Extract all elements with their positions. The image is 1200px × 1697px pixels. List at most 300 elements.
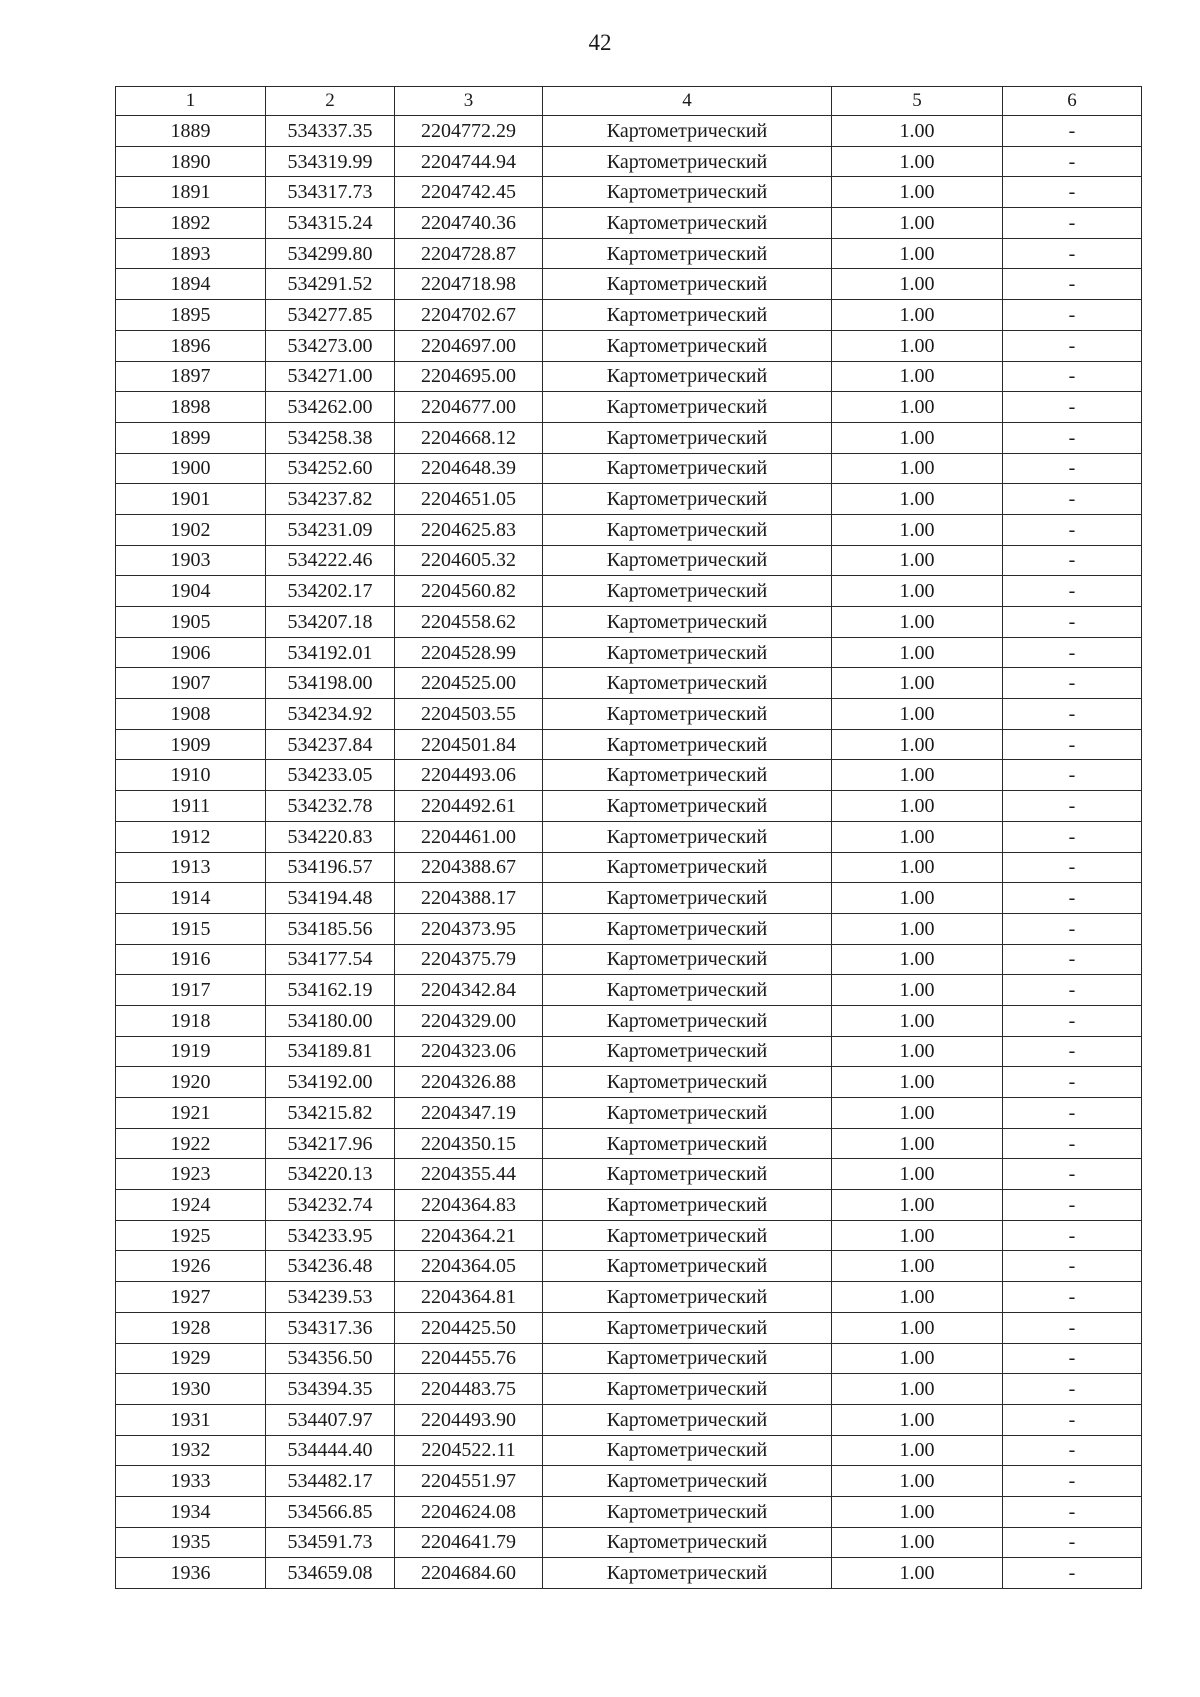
accuracy-cell: 1.00 [832, 1067, 1003, 1098]
point-number-cell: 1910 [116, 760, 266, 791]
x-coordinate-cell: 534196.57 [266, 852, 395, 883]
y-coordinate-cell: 2204625.83 [395, 514, 543, 545]
point-number-cell: 1930 [116, 1374, 266, 1405]
point-number-cell: 1929 [116, 1343, 266, 1374]
y-coordinate-cell: 2204493.90 [395, 1404, 543, 1435]
table-row [116, 883, 1142, 914]
description-cell: - [1003, 269, 1142, 300]
y-coordinate-cell: 2204342.84 [395, 975, 543, 1006]
description-cell: - [1003, 422, 1142, 453]
column-header: 4 [543, 87, 832, 116]
point-number-cell: 1914 [116, 883, 266, 914]
table-row [116, 729, 1142, 760]
y-coordinate-cell: 2204355.44 [395, 1159, 543, 1190]
table-row [116, 238, 1142, 269]
point-number-cell: 1891 [116, 177, 266, 208]
table-row [116, 607, 1142, 638]
table-row [116, 944, 1142, 975]
x-coordinate-cell: 534162.19 [266, 975, 395, 1006]
y-coordinate-cell: 2204528.99 [395, 637, 543, 668]
x-coordinate-cell: 534232.74 [266, 1190, 395, 1221]
point-number-cell: 1913 [116, 852, 266, 883]
accuracy-cell: 1.00 [832, 116, 1003, 147]
point-number-cell: 1922 [116, 1128, 266, 1159]
y-coordinate-cell: 2204605.32 [395, 545, 543, 576]
method-cell: Картометрический [543, 1098, 832, 1129]
accuracy-cell: 1.00 [832, 821, 1003, 852]
table-row [116, 1404, 1142, 1435]
x-coordinate-cell: 534198.00 [266, 668, 395, 699]
x-coordinate-cell: 534591.73 [266, 1527, 395, 1558]
point-number-cell: 1904 [116, 576, 266, 607]
description-cell: - [1003, 699, 1142, 730]
method-cell: Картометрический [543, 1466, 832, 1497]
accuracy-cell: 1.00 [832, 913, 1003, 944]
method-cell: Картометрический [543, 1435, 832, 1466]
accuracy-cell: 1.00 [832, 1404, 1003, 1435]
accuracy-cell: 1.00 [832, 1466, 1003, 1497]
x-coordinate-cell: 534482.17 [266, 1466, 395, 1497]
method-cell: Картометрический [543, 116, 832, 147]
y-coordinate-cell: 2204388.17 [395, 883, 543, 914]
description-cell: - [1003, 975, 1142, 1006]
description-cell: - [1003, 729, 1142, 760]
point-number-cell: 1901 [116, 484, 266, 515]
method-cell: Картометрический [543, 238, 832, 269]
point-number-cell: 1931 [116, 1404, 266, 1435]
accuracy-cell: 1.00 [832, 1220, 1003, 1251]
table-row [116, 453, 1142, 484]
accuracy-cell: 1.00 [832, 1558, 1003, 1589]
description-cell: - [1003, 760, 1142, 791]
y-coordinate-cell: 2204364.83 [395, 1190, 543, 1221]
method-cell: Картометрический [543, 852, 832, 883]
y-coordinate-cell: 2204350.15 [395, 1128, 543, 1159]
y-coordinate-cell: 2204425.50 [395, 1312, 543, 1343]
description-cell: - [1003, 791, 1142, 822]
description-cell: - [1003, 453, 1142, 484]
accuracy-cell: 1.00 [832, 1190, 1003, 1221]
point-number-cell: 1906 [116, 637, 266, 668]
method-cell: Картометрический [543, 1404, 832, 1435]
table-row [116, 146, 1142, 177]
point-number-cell: 1925 [116, 1220, 266, 1251]
description-cell: - [1003, 545, 1142, 576]
description-cell: - [1003, 1435, 1142, 1466]
point-number-cell: 1911 [116, 791, 266, 822]
x-coordinate-cell: 534407.97 [266, 1404, 395, 1435]
y-coordinate-cell: 2204326.88 [395, 1067, 543, 1098]
y-coordinate-cell: 2204742.45 [395, 177, 543, 208]
method-cell: Картометрический [543, 514, 832, 545]
y-coordinate-cell: 2204558.62 [395, 607, 543, 638]
y-coordinate-cell: 2204503.55 [395, 699, 543, 730]
description-cell: - [1003, 607, 1142, 638]
accuracy-cell: 1.00 [832, 1159, 1003, 1190]
description-cell: - [1003, 1067, 1142, 1098]
point-number-cell: 1932 [116, 1435, 266, 1466]
description-cell: - [1003, 146, 1142, 177]
y-coordinate-cell: 2204492.61 [395, 791, 543, 822]
column-header: 5 [832, 87, 1003, 116]
point-number-cell: 1897 [116, 361, 266, 392]
description-cell: - [1003, 1251, 1142, 1282]
accuracy-cell: 1.00 [832, 330, 1003, 361]
x-coordinate-cell: 534277.85 [266, 300, 395, 331]
table-row [116, 1220, 1142, 1251]
point-number-cell: 1903 [116, 545, 266, 576]
point-number-cell: 1928 [116, 1312, 266, 1343]
point-number-cell: 1912 [116, 821, 266, 852]
table-row [116, 913, 1142, 944]
table-row [116, 1282, 1142, 1313]
point-number-cell: 1890 [116, 146, 266, 177]
table-header-row [116, 87, 1142, 116]
method-cell: Картометрический [543, 269, 832, 300]
accuracy-cell: 1.00 [832, 668, 1003, 699]
method-cell: Картометрический [543, 1190, 832, 1221]
description-cell: - [1003, 1220, 1142, 1251]
x-coordinate-cell: 534659.08 [266, 1558, 395, 1589]
description-cell: - [1003, 1128, 1142, 1159]
point-number-cell: 1935 [116, 1527, 266, 1558]
point-number-cell: 1892 [116, 208, 266, 239]
y-coordinate-cell: 2204740.36 [395, 208, 543, 239]
description-cell: - [1003, 300, 1142, 331]
description-cell: - [1003, 944, 1142, 975]
method-cell: Картометрический [543, 1527, 832, 1558]
accuracy-cell: 1.00 [832, 1005, 1003, 1036]
method-cell: Картометрический [543, 760, 832, 791]
method-cell: Картометрический [543, 422, 832, 453]
accuracy-cell: 1.00 [832, 637, 1003, 668]
page-number: 42 [588, 30, 612, 55]
accuracy-cell: 1.00 [832, 300, 1003, 331]
method-cell: Картометрический [543, 883, 832, 914]
description-cell: - [1003, 514, 1142, 545]
description-cell: - [1003, 883, 1142, 914]
accuracy-cell: 1.00 [832, 1527, 1003, 1558]
accuracy-cell: 1.00 [832, 699, 1003, 730]
point-number-cell: 1898 [116, 392, 266, 423]
description-cell: - [1003, 668, 1142, 699]
accuracy-cell: 1.00 [832, 146, 1003, 177]
x-coordinate-cell: 534258.38 [266, 422, 395, 453]
method-cell: Картометрический [543, 729, 832, 760]
description-cell: - [1003, 1282, 1142, 1313]
point-number-cell: 1934 [116, 1496, 266, 1527]
method-cell: Картометрический [543, 1036, 832, 1067]
y-coordinate-cell: 2204744.94 [395, 146, 543, 177]
method-cell: Картометрический [543, 1067, 832, 1098]
accuracy-cell: 1.00 [832, 1282, 1003, 1313]
x-coordinate-cell: 534299.80 [266, 238, 395, 269]
point-number-cell: 1918 [116, 1005, 266, 1036]
point-number-cell: 1902 [116, 514, 266, 545]
method-cell: Картометрический [543, 576, 832, 607]
y-coordinate-cell: 2204695.00 [395, 361, 543, 392]
method-cell: Картометрический [543, 545, 832, 576]
accuracy-cell: 1.00 [832, 238, 1003, 269]
y-coordinate-cell: 2204522.11 [395, 1435, 543, 1466]
accuracy-cell: 1.00 [832, 791, 1003, 822]
accuracy-cell: 1.00 [832, 392, 1003, 423]
table-row [116, 177, 1142, 208]
description-cell: - [1003, 1404, 1142, 1435]
x-coordinate-cell: 534239.53 [266, 1282, 395, 1313]
table-row [116, 1558, 1142, 1589]
accuracy-cell: 1.00 [832, 1036, 1003, 1067]
method-cell: Картометрический [543, 944, 832, 975]
method-cell: Картометрический [543, 699, 832, 730]
accuracy-cell: 1.00 [832, 944, 1003, 975]
accuracy-cell: 1.00 [832, 1374, 1003, 1405]
table-row [116, 852, 1142, 883]
point-number-cell: 1921 [116, 1098, 266, 1129]
y-coordinate-cell: 2204493.06 [395, 760, 543, 791]
point-number-cell: 1896 [116, 330, 266, 361]
table-row [116, 1159, 1142, 1190]
x-coordinate-cell: 534252.60 [266, 453, 395, 484]
table-row [116, 208, 1142, 239]
x-coordinate-cell: 534319.99 [266, 146, 395, 177]
x-coordinate-cell: 534192.00 [266, 1067, 395, 1098]
y-coordinate-cell: 2204323.06 [395, 1036, 543, 1067]
table-row [116, 1190, 1142, 1221]
description-cell: - [1003, 1005, 1142, 1036]
accuracy-cell: 1.00 [832, 1251, 1003, 1282]
table-row [116, 1098, 1142, 1129]
table-row [116, 269, 1142, 300]
y-coordinate-cell: 2204375.79 [395, 944, 543, 975]
description-cell: - [1003, 116, 1142, 147]
method-cell: Картометрический [543, 791, 832, 822]
description-cell: - [1003, 1527, 1142, 1558]
table-row [116, 975, 1142, 1006]
table-body [116, 116, 1142, 1589]
point-number-cell: 1899 [116, 422, 266, 453]
accuracy-cell: 1.00 [832, 883, 1003, 914]
x-coordinate-cell: 534317.73 [266, 177, 395, 208]
y-coordinate-cell: 2204684.60 [395, 1558, 543, 1589]
y-coordinate-cell: 2204551.97 [395, 1466, 543, 1497]
x-coordinate-cell: 534566.85 [266, 1496, 395, 1527]
x-coordinate-cell: 534356.50 [266, 1343, 395, 1374]
y-coordinate-cell: 2204668.12 [395, 422, 543, 453]
accuracy-cell: 1.00 [832, 852, 1003, 883]
column-header: 6 [1003, 87, 1142, 116]
table-row [116, 1251, 1142, 1282]
coordinates-table [115, 86, 1142, 1589]
accuracy-cell: 1.00 [832, 422, 1003, 453]
y-coordinate-cell: 2204560.82 [395, 576, 543, 607]
y-coordinate-cell: 2204347.19 [395, 1098, 543, 1129]
point-number-cell: 1895 [116, 300, 266, 331]
table-row [116, 1343, 1142, 1374]
table-row [116, 330, 1142, 361]
accuracy-cell: 1.00 [832, 1496, 1003, 1527]
table-row [116, 484, 1142, 515]
method-cell: Картометрический [543, 1251, 832, 1282]
method-cell: Картометрический [543, 637, 832, 668]
description-cell: - [1003, 852, 1142, 883]
point-number-cell: 1917 [116, 975, 266, 1006]
method-cell: Картометрический [543, 484, 832, 515]
point-number-cell: 1919 [116, 1036, 266, 1067]
accuracy-cell: 1.00 [832, 729, 1003, 760]
accuracy-cell: 1.00 [832, 208, 1003, 239]
x-coordinate-cell: 534232.78 [266, 791, 395, 822]
table-row [116, 514, 1142, 545]
point-number-cell: 1916 [116, 944, 266, 975]
method-cell: Картометрический [543, 361, 832, 392]
x-coordinate-cell: 534220.83 [266, 821, 395, 852]
accuracy-cell: 1.00 [832, 1312, 1003, 1343]
y-coordinate-cell: 2204388.67 [395, 852, 543, 883]
method-cell: Картометрический [543, 607, 832, 638]
description-cell: - [1003, 392, 1142, 423]
table-row [116, 1005, 1142, 1036]
description-cell: - [1003, 1312, 1142, 1343]
x-coordinate-cell: 534315.24 [266, 208, 395, 239]
accuracy-cell: 1.00 [832, 361, 1003, 392]
y-coordinate-cell: 2204651.05 [395, 484, 543, 515]
x-coordinate-cell: 534192.01 [266, 637, 395, 668]
y-coordinate-cell: 2204718.98 [395, 269, 543, 300]
x-coordinate-cell: 534291.52 [266, 269, 395, 300]
description-cell: - [1003, 821, 1142, 852]
y-coordinate-cell: 2204624.08 [395, 1496, 543, 1527]
point-number-cell: 1908 [116, 699, 266, 730]
table-row [116, 116, 1142, 147]
description-cell: - [1003, 1036, 1142, 1067]
x-coordinate-cell: 534444.40 [266, 1435, 395, 1466]
description-cell: - [1003, 913, 1142, 944]
method-cell: Картометрический [543, 913, 832, 944]
x-coordinate-cell: 534234.92 [266, 699, 395, 730]
table-row [116, 1067, 1142, 1098]
accuracy-cell: 1.00 [832, 545, 1003, 576]
description-cell: - [1003, 484, 1142, 515]
point-number-cell: 1915 [116, 913, 266, 944]
description-cell: - [1003, 1098, 1142, 1129]
y-coordinate-cell: 2204373.95 [395, 913, 543, 944]
column-header: 1 [116, 87, 266, 116]
table-row [116, 1527, 1142, 1558]
y-coordinate-cell: 2204461.00 [395, 821, 543, 852]
method-cell: Картометрический [543, 1220, 832, 1251]
y-coordinate-cell: 2204455.76 [395, 1343, 543, 1374]
y-coordinate-cell: 2204364.05 [395, 1251, 543, 1282]
x-coordinate-cell: 534394.35 [266, 1374, 395, 1405]
point-number-cell: 1909 [116, 729, 266, 760]
method-cell: Картометрический [543, 1128, 832, 1159]
table-row [116, 300, 1142, 331]
y-coordinate-cell: 2204772.29 [395, 116, 543, 147]
description-cell: - [1003, 1558, 1142, 1589]
description-cell: - [1003, 330, 1142, 361]
x-coordinate-cell: 534177.54 [266, 944, 395, 975]
method-cell: Картометрический [543, 177, 832, 208]
x-coordinate-cell: 534217.96 [266, 1128, 395, 1159]
x-coordinate-cell: 534337.35 [266, 116, 395, 147]
x-coordinate-cell: 534222.46 [266, 545, 395, 576]
y-coordinate-cell: 2204641.79 [395, 1527, 543, 1558]
method-cell: Картометрический [543, 208, 832, 239]
description-cell: - [1003, 1374, 1142, 1405]
method-cell: Картометрический [543, 975, 832, 1006]
method-cell: Картометрический [543, 1312, 832, 1343]
table-row [116, 1374, 1142, 1405]
method-cell: Картометрический [543, 1159, 832, 1190]
y-coordinate-cell: 2204677.00 [395, 392, 543, 423]
table-row [116, 1466, 1142, 1497]
x-coordinate-cell: 534236.48 [266, 1251, 395, 1282]
accuracy-cell: 1.00 [832, 576, 1003, 607]
method-cell: Картометрический [543, 668, 832, 699]
table-row [116, 1435, 1142, 1466]
point-number-cell: 1905 [116, 607, 266, 638]
table-row [116, 699, 1142, 730]
point-number-cell: 1900 [116, 453, 266, 484]
x-coordinate-cell: 534180.00 [266, 1005, 395, 1036]
method-cell: Картометрический [543, 1374, 832, 1405]
column-header: 2 [266, 87, 395, 116]
y-coordinate-cell: 2204364.21 [395, 1220, 543, 1251]
x-coordinate-cell: 534233.95 [266, 1220, 395, 1251]
point-number-cell: 1907 [116, 668, 266, 699]
x-coordinate-cell: 534207.18 [266, 607, 395, 638]
description-cell: - [1003, 361, 1142, 392]
method-cell: Картометрический [543, 821, 832, 852]
x-coordinate-cell: 534262.00 [266, 392, 395, 423]
x-coordinate-cell: 534237.82 [266, 484, 395, 515]
point-number-cell: 1889 [116, 116, 266, 147]
x-coordinate-cell: 534202.17 [266, 576, 395, 607]
accuracy-cell: 1.00 [832, 484, 1003, 515]
x-coordinate-cell: 534317.36 [266, 1312, 395, 1343]
y-coordinate-cell: 2204483.75 [395, 1374, 543, 1405]
accuracy-cell: 1.00 [832, 975, 1003, 1006]
point-number-cell: 1924 [116, 1190, 266, 1221]
table-row [116, 1128, 1142, 1159]
x-coordinate-cell: 534189.81 [266, 1036, 395, 1067]
x-coordinate-cell: 534273.00 [266, 330, 395, 361]
accuracy-cell: 1.00 [832, 1128, 1003, 1159]
x-coordinate-cell: 534233.05 [266, 760, 395, 791]
accuracy-cell: 1.00 [832, 177, 1003, 208]
description-cell: - [1003, 1190, 1142, 1221]
description-cell: - [1003, 1343, 1142, 1374]
table-row [116, 668, 1142, 699]
description-cell: - [1003, 238, 1142, 269]
y-coordinate-cell: 2204525.00 [395, 668, 543, 699]
x-coordinate-cell: 534237.84 [266, 729, 395, 760]
table-row [116, 821, 1142, 852]
description-cell: - [1003, 1159, 1142, 1190]
point-number-cell: 1933 [116, 1466, 266, 1497]
method-cell: Картометрический [543, 392, 832, 423]
point-number-cell: 1920 [116, 1067, 266, 1098]
table-row [116, 760, 1142, 791]
accuracy-cell: 1.00 [832, 514, 1003, 545]
table-row [116, 791, 1142, 822]
method-cell: Картометрический [543, 330, 832, 361]
x-coordinate-cell: 534271.00 [266, 361, 395, 392]
method-cell: Картометрический [543, 300, 832, 331]
y-coordinate-cell: 2204648.39 [395, 453, 543, 484]
table-row [116, 1312, 1142, 1343]
